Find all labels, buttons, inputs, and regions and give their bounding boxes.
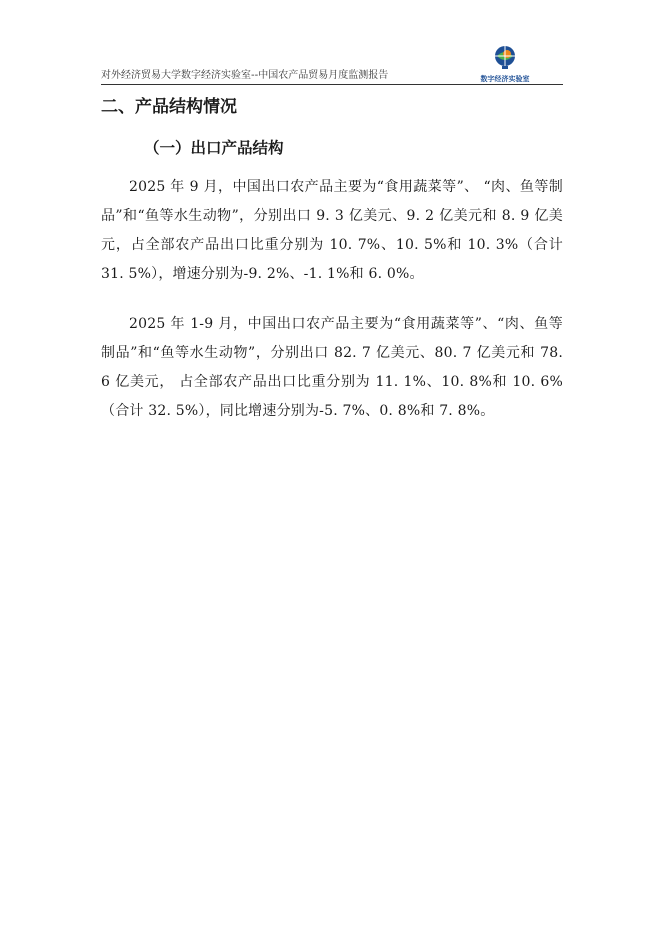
logo-text: 数字经济实验室 [480,75,530,83]
globe-icon [493,44,517,72]
paragraph-september: 2025 年 9 月，中国出口农产品主要为“食用蔬菜等”、 “肉、鱼等制品”和“鱼等水生动物”，分别出口 9. 3 亿美元、9. 2 亿美元和 8. 9 亿美元，占全部农产品出口比重分别为 10. 7%、10. 5%和 10. 3%（合计 31. 5%），增速分别为-9. 2%、-1. 1%和 6. 0%。 [101,179,563,282]
section-heading: 二、产品结构情况 [101,97,237,117]
report-title: 对外经济贸易大学数字经济实验室--中国农产品贸易月度监测报告 [101,70,389,81]
page-header [101,44,563,85]
paragraph-jan-sep: 2025 年 1-9 月，中国出口农产品主要为“食用蔬菜等”、“肉、鱼等制品”和“鱼等水生动物”，分别出口 82. 7 亿美元、80. 7 亿美元和 78. 6 亿美元， 占全部农产品出口比重分别为 11. 1%、10. 8%和 10. 6%（合计 32. 5%），同比增速分别为-5. 7%、0. 8%和 7. 8%。 [101,316,563,419]
sub-heading: （一）出口产品结构 [144,139,284,157]
lab-logo [475,44,535,82]
